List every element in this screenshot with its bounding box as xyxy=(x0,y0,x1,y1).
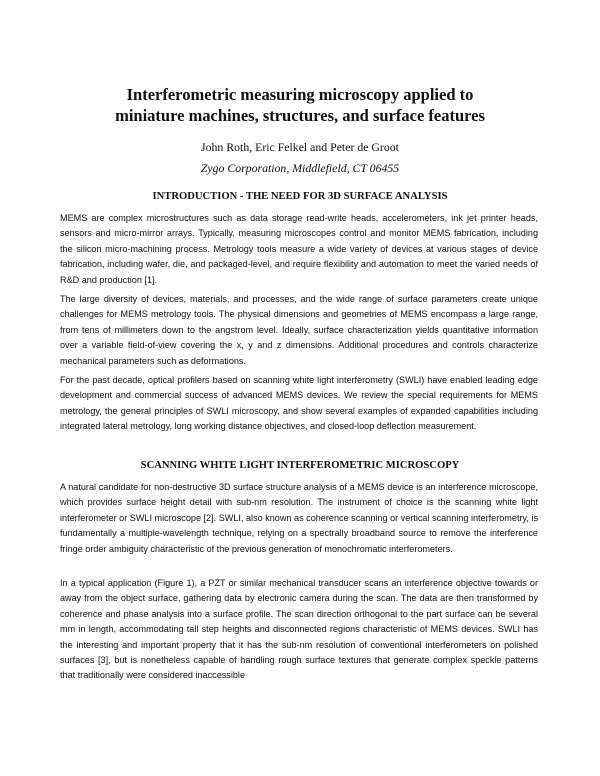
paper-title xyxy=(60,84,540,126)
intro-paragraph-1: MEMS are complex microstructures such as data storage read-write heads, accelerometers, ink jet printer heads, sensors and micro-mirror arrays. Typically, measuring microscopes control and monitor MEMS fabrication, including the silicon micro-machining process. Metrology tools measure a wide variety of devices at various stages of device fabrication, including wafer, die, and packaged-level, and require flexibility and automation to meet the varied needs of R&D and production [1]. xyxy=(60,213,538,285)
paper-title-line-1: Interferometric measuring microscopy applied to xyxy=(126,85,474,104)
swli-paragraph-1: A natural candidate for non-destructive 3D surface structure analysis of a MEMS device is an interference microscope, which provides surface height detail with sub-nm resolution. The instrument of choice is the scanning white light interferometer or SWLI microscope [2]. SWLI, also known as coherence scanning or vertical scanning interferometry, is fundamentally a multiple-wavelength technique, relying on a spectrally broadband source to remove the interference fringe order ambiguity characteristic of the previous generation of monochromatic interferometers. xyxy=(60,482,538,554)
paper-title-line-2: miniature machines, structures, and surface features xyxy=(115,106,485,125)
intro-paragraph-3: For the past decade, optical profilers based on scanning white light interferometry (SWLI) have enabled leading edge development and commercial success of advanced MEMS devices. We review the special requirements for MEMS metrology, the general principles of SWLI microscopy, and show several examples of expanded capabilities including integrated lateral metrology, long working distance objectives, and closed-loop deflection measurement. xyxy=(60,375,538,432)
section-heading-swli: SCANNING WHITE LIGHT INTERFEROMETRIC MICROSCOPY xyxy=(140,460,460,471)
section-heading-introduction: INTRODUCTION - THE NEED FOR 3D SURFACE ANALYSIS xyxy=(152,191,448,202)
author-list: John Roth, Eric Felkel and Peter de Groot xyxy=(201,140,399,154)
swli-paragraph-2: In a typical application (Figure 1), a PZT or similar mechanical transducer scans an interference objective towards or away from the object surface, gathering data by electronic camera during the scan. The data are then transformed by coherence and phase analysis into a surface profile. The scan direction orthogonal to the part surface can be several mm in length, accommodating tall step heights and disconnected regions characteristic of MEMS devices. SWLI has the interesting and important property that it has the sub-nm resolution of conventional interferometers on polished surfaces [3], but is nonetheless capable of handling rough surface textures that generate complex speckle patterns that traditionally were considered inaccessible xyxy=(60,578,538,681)
author-affiliation: Zygo Corporation, Middlefield, CT 06455 xyxy=(200,161,400,175)
intro-paragraph-2: The large diversity of devices, materials, and processes, and the wide range of surface parameters create unique challenges for MEMS metrology tools. The physical dimensions and geometries of MEMS encompass a large range, from tens of millimeters down to the angstrom level. Ideally, surface characterization yields quantitative information over a variable field-of-view covering the x, y and z dimensions. Additional procedures and controls characterize mechanical parameters such as deformations. xyxy=(60,294,538,366)
